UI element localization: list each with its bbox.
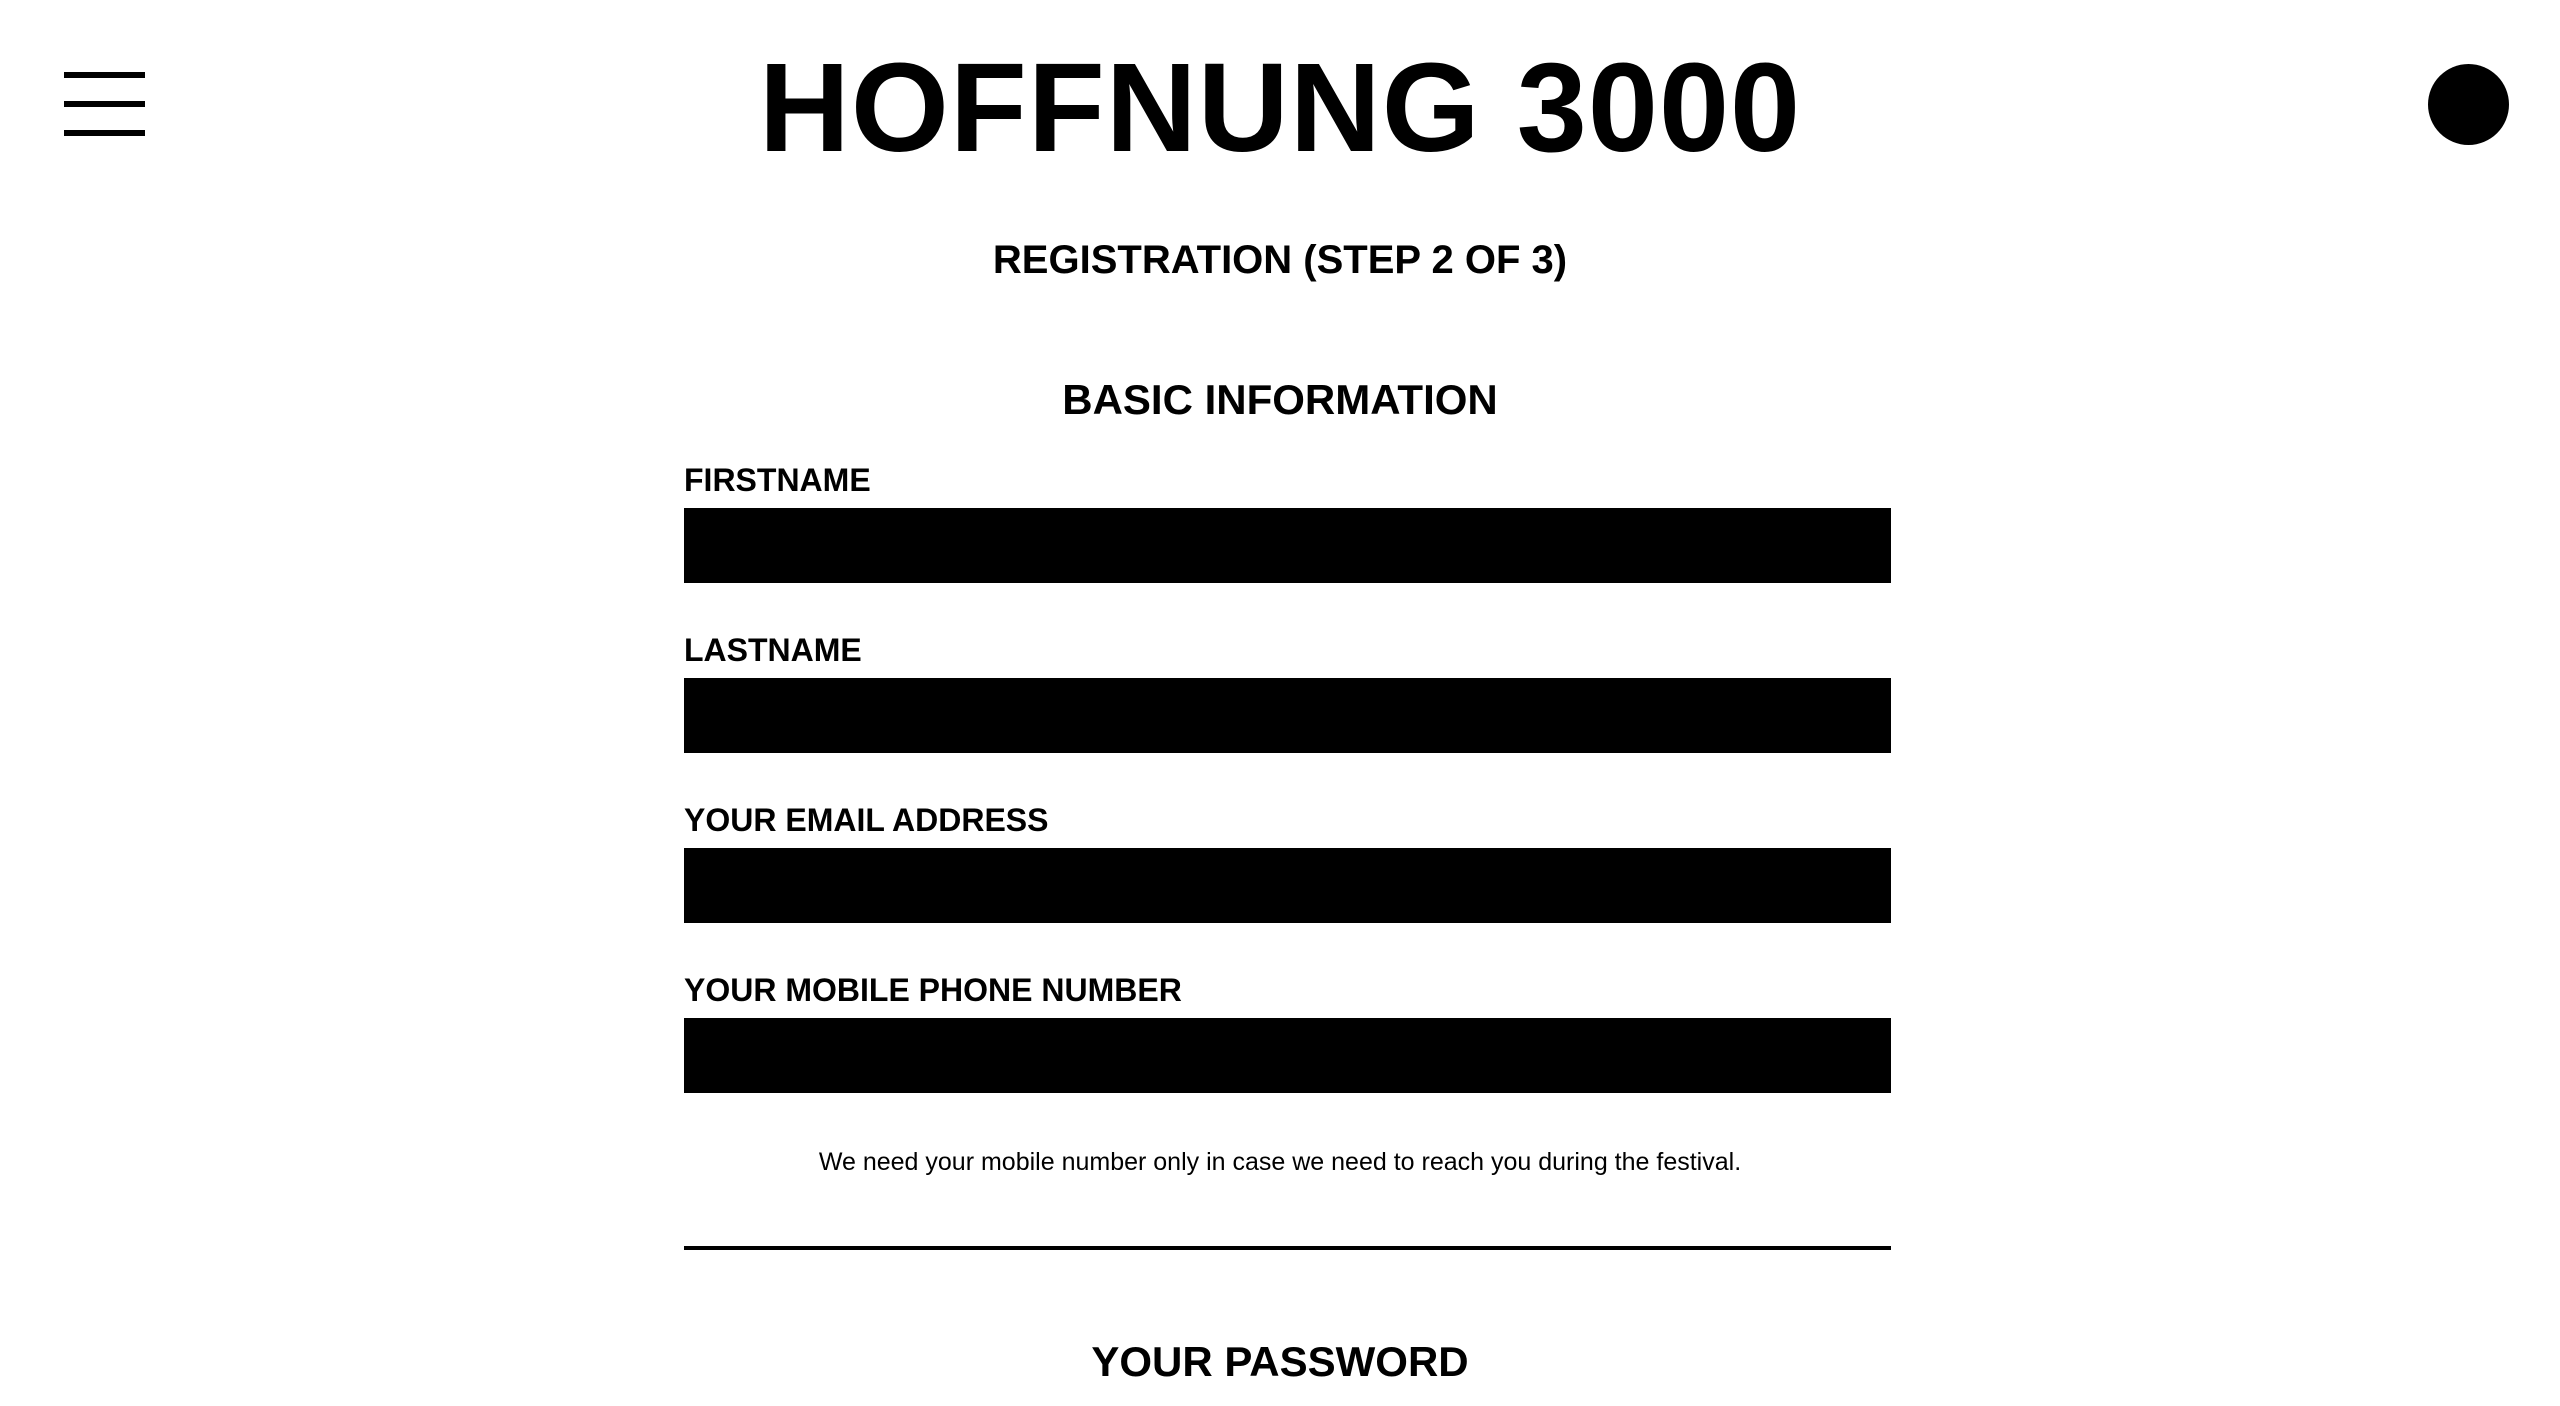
lastname-label: LASTNAME: [684, 632, 862, 668]
section-divider: [684, 1246, 1891, 1250]
mobile-help-text: We need your mobile number only in case we need to reach you during the festival.: [818, 1148, 1742, 1176]
firstname-input[interactable]: [684, 508, 1891, 583]
account-circle-icon[interactable]: [2428, 64, 2509, 145]
basic-information-heading: BASIC INFORMATION: [1062, 376, 1498, 423]
lastname-input[interactable]: [684, 678, 1891, 753]
page-title: REGISTRATION (STEP 2 OF 3): [992, 238, 1568, 282]
mobile-phone-input[interactable]: [684, 1018, 1891, 1093]
firstname-label: FIRSTNAME: [684, 462, 871, 498]
password-heading: YOUR PASSWORD: [1091, 1338, 1469, 1385]
mobile-phone-label: YOUR MOBILE PHONE NUMBER: [684, 972, 1182, 1008]
site-title[interactable]: HOFFNUNG 3000: [758, 37, 1802, 178]
email-input[interactable]: [684, 848, 1891, 923]
email-label: YOUR EMAIL ADDRESS: [684, 802, 1049, 838]
